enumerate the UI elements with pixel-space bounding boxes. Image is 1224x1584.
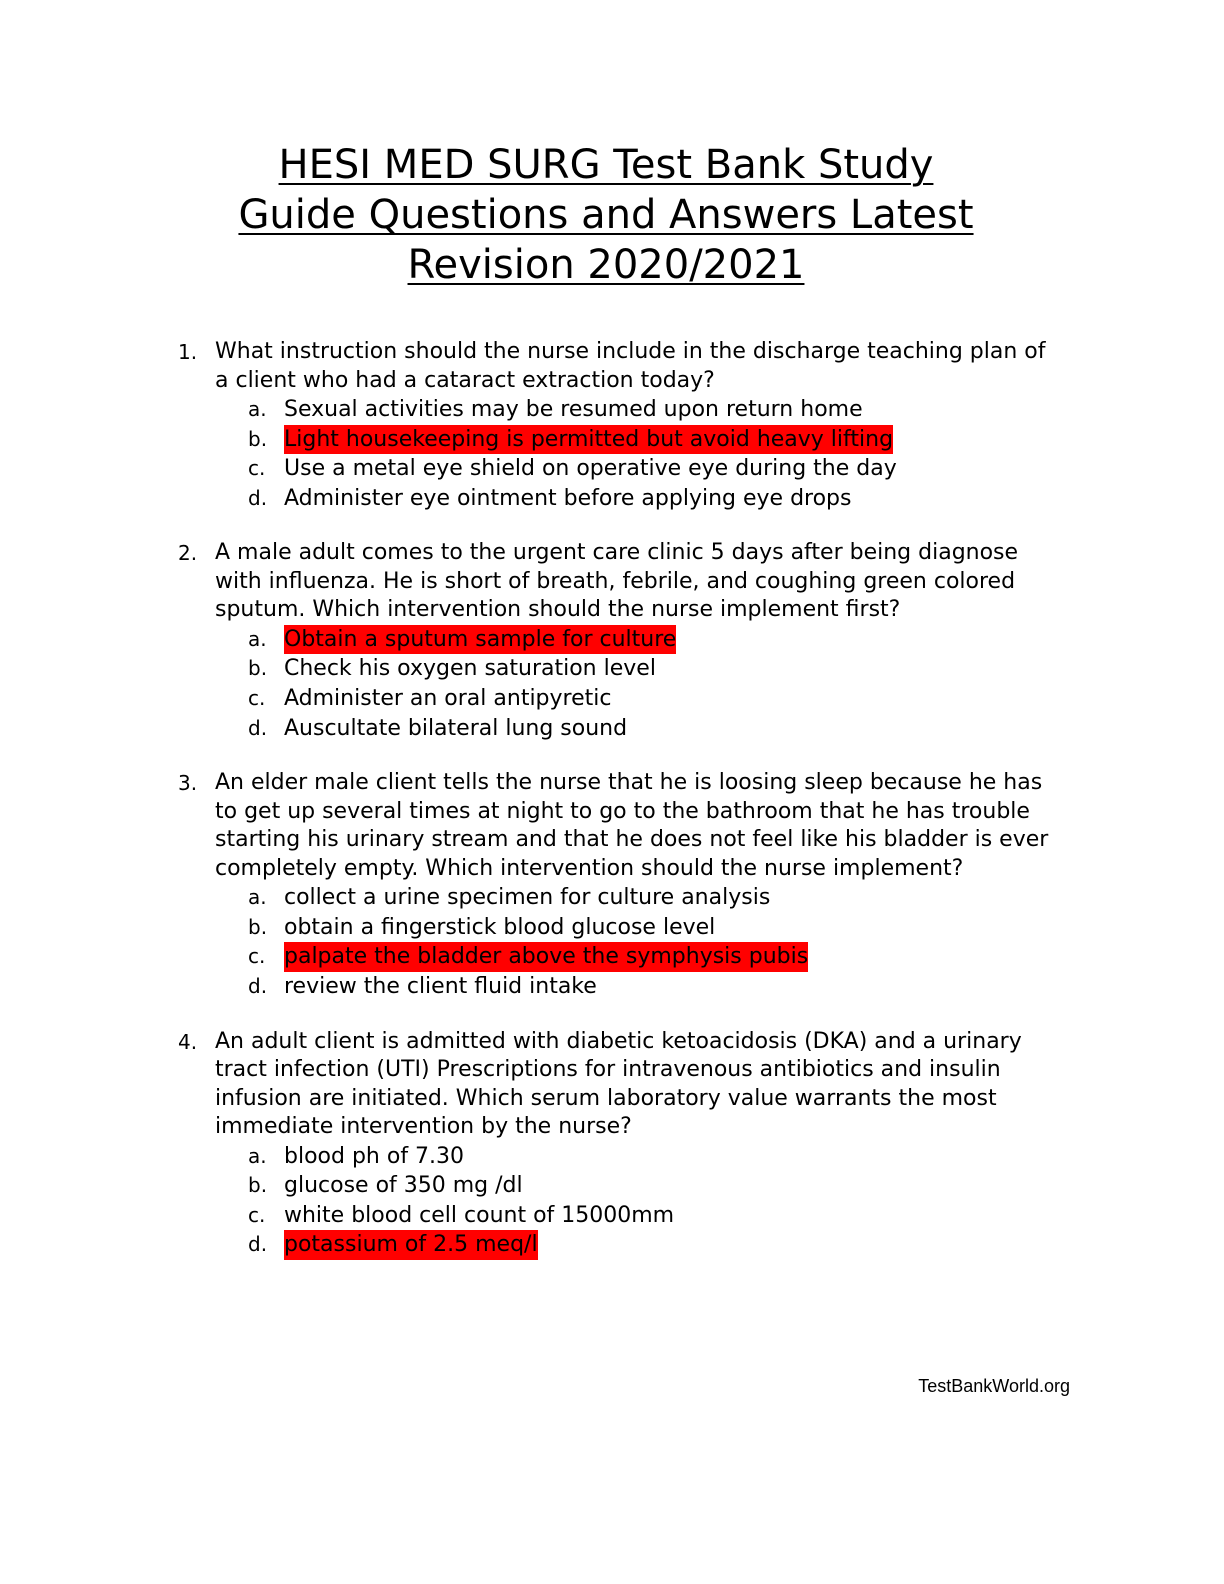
option-text: Use a metal eye shield on operative eye during the day (284, 456, 897, 482)
question-2 (0, 539, 1224, 743)
option-text: Sexual activities may be resumed upon return home (284, 397, 863, 422)
title-line-2: Guide Questions and Answers Latest (238, 192, 974, 238)
option-c (0, 1201, 1224, 1231)
option-text: Administer an oral antipyretic (284, 686, 612, 712)
question-3 (0, 769, 1224, 1001)
option-text: obtain a fingerstick blood glucose level (284, 914, 716, 940)
question-number: 2. (178, 541, 198, 566)
option-letter: b. (248, 426, 268, 451)
question-text: An adult client is admitted with diabetic ketoacidosis (DKA) and a urinary tract infection (UTI) Prescriptions for intravenous antibiotics and insulin infusion are initiated. Which serum laboratory value warrants the most immediate intervention by the nurse? (215, 1028, 1022, 1140)
question-4 (0, 1028, 1224, 1260)
title-line-3: Revision 2020/2021 (407, 242, 805, 288)
option-letter: a. (248, 885, 267, 910)
option-c (0, 454, 1224, 484)
option-letter: b. (248, 914, 268, 939)
option-list (0, 625, 1224, 743)
option-b-answer (0, 425, 1224, 455)
option-text: collect a urine specimen for culture analysis (284, 885, 771, 911)
option-letter: c. (248, 456, 266, 481)
option-b (0, 654, 1224, 684)
option-text: review the client fluid intake (284, 974, 597, 1000)
option-a (0, 1142, 1224, 1172)
option-letter: a. (248, 397, 267, 421)
highlighted-answer: palpate the bladder above the symphysis pubis (284, 942, 808, 972)
option-text: blood ph of 7.30 (284, 1143, 465, 1169)
option-text: Administer eye ointment before applying eye drops (284, 485, 852, 511)
question-1 (0, 338, 1224, 513)
option-d-answer (0, 1230, 1224, 1260)
option-b (0, 1171, 1224, 1201)
option-letter: d. (248, 974, 268, 999)
option-letter: c. (248, 1202, 266, 1227)
title-line-1: HESI MED SURG Test Bank Study (278, 142, 934, 188)
option-letter: b. (248, 656, 268, 681)
question-text: An elder male client tells the nurse that he is loosing sleep because he has to get up several times at night to go to the bathroom that he has trouble starting his urinary stream and that he does not feel like his bladder is ever completely empty. Which intervention should the nurse implement? (215, 770, 1049, 881)
option-c (0, 684, 1224, 714)
question-number: 3. (178, 771, 198, 796)
spacer (0, 743, 1224, 769)
question-text: What instruction should the nurse include in the discharge teaching plan of a client who had a cataract extraction today? (215, 339, 1046, 393)
option-a (0, 395, 1224, 425)
option-letter: a. (248, 1143, 267, 1168)
option-a-answer (0, 625, 1224, 655)
option-c-answer (0, 942, 1224, 972)
option-list (0, 395, 1224, 513)
option-letter: b. (248, 1173, 268, 1198)
option-letter: c. (248, 686, 266, 711)
option-text: Auscultate bilateral lung sound (284, 715, 628, 741)
option-text: glucose of 350 mg /dl (284, 1173, 523, 1199)
option-b (0, 913, 1224, 943)
option-d (0, 714, 1224, 744)
question-text: A male adult comes to the urgent care clinic 5 days after being diagnose with influenza. He is short of breath, febrile, and coughing green colored sputum. Which intervention should the nurse implement first? (215, 540, 1019, 623)
option-d (0, 484, 1224, 514)
question-list (0, 338, 1224, 1260)
spacer (0, 1002, 1224, 1028)
spacer (0, 513, 1224, 539)
highlighted-answer: Light housekeeping is permitted but avoid heavy lifting (284, 425, 893, 455)
option-letter: a. (248, 626, 267, 651)
document-title (150, 140, 1062, 290)
option-letter: d. (248, 485, 268, 510)
highlighted-answer: potassium of 2.5 meq/l (284, 1230, 538, 1260)
option-d (0, 972, 1224, 1002)
question-number: 1. (178, 340, 198, 364)
option-letter: c. (248, 944, 266, 969)
highlighted-answer: Obtain a sputum sample for culture (284, 625, 676, 655)
option-list (0, 1142, 1224, 1260)
footer-watermark: TestBankWorld.org (918, 1376, 1070, 1396)
option-text: Check his oxygen saturation level (284, 656, 656, 682)
option-letter: d. (248, 1232, 268, 1257)
option-a (0, 883, 1224, 913)
question-number: 4. (178, 1029, 198, 1054)
option-list (0, 883, 1224, 1001)
option-letter: d. (248, 715, 268, 740)
option-text: white blood cell count of 15000mm (284, 1202, 675, 1228)
